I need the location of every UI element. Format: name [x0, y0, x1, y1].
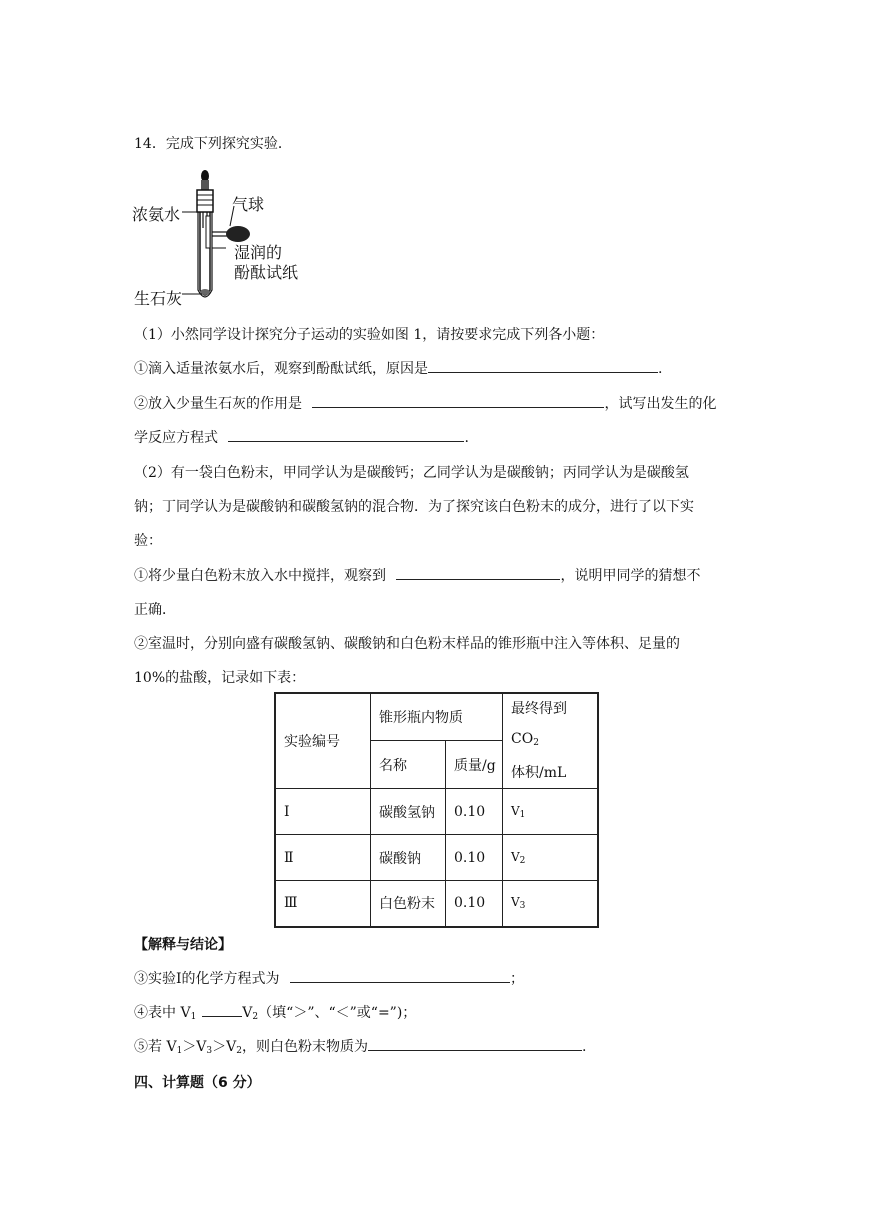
header-mass: 质量/g — [446, 741, 503, 789]
conclusion-q4-c: （填“＞”、“＜”或“=”)； — [258, 1005, 417, 1021]
cell-name: 碳酸氢钠 — [371, 789, 446, 835]
conclusion-q3 — [134, 968, 524, 988]
results-table — [274, 692, 599, 928]
answer-blank-1[interactable] — [428, 358, 658, 373]
table-row — [275, 881, 598, 927]
cell-volume — [503, 789, 599, 835]
part2-q2-line2: 10%的盐酸，记录如下表： — [134, 670, 306, 686]
part1-q2-end: . — [464, 430, 469, 446]
table-row — [275, 789, 598, 835]
conclusion-q4-sub2: 2 — [252, 1012, 259, 1022]
cell-volume-sub: 3 — [519, 901, 526, 912]
cell-id: Ⅰ — [275, 789, 371, 835]
answer-blank-4[interactable] — [396, 565, 560, 580]
conclusion-q5-s1: 1 — [176, 1046, 183, 1056]
header-result-unit: 体积/mL — [511, 765, 567, 781]
cell-volume-sub: 1 — [519, 809, 526, 820]
cell-volume-symbol: V — [511, 849, 520, 864]
conclusion-q3-end: ； — [509, 971, 524, 987]
label-lime: 生石灰 — [134, 289, 183, 308]
conclusion-q5 — [134, 1036, 586, 1056]
answer-blank-3[interactable] — [228, 427, 464, 442]
label-paper-line2: 酚酞试纸 — [234, 263, 299, 282]
conclusion-q5-end: . — [582, 1039, 587, 1055]
part2-intro-line2: 钠；丁同学认为是碳酸钠和碳酸氢钠的混合物．为了探究该白色粉末的成分，进行了以下实 — [134, 499, 694, 515]
part1-intro: （1）小然同学设计探究分子运动的实验如图 1，请按要求完成下列各小题： — [134, 327, 605, 343]
cell-mass: 0.10 — [446, 835, 503, 881]
cell-id: Ⅲ — [275, 881, 371, 927]
label-ammonia: 浓氨水 — [132, 205, 181, 224]
part2-q1-text-a: ①将少量白色粉末放入水中搅拌，观察到 — [134, 568, 386, 584]
header-result-text: 最终得到 CO — [511, 701, 567, 747]
cell-mass: 0.10 — [446, 789, 503, 835]
conclusion-q4 — [134, 1002, 416, 1022]
conclusion-q5-s3: 3 — [206, 1046, 213, 1056]
part1-q2-line2 — [134, 427, 469, 447]
cell-volume — [503, 881, 599, 927]
part1-q1-end: . — [658, 361, 663, 377]
conclusion-q4-a: ④表中 V — [134, 1005, 191, 1021]
cell-volume-symbol: V — [511, 803, 520, 818]
part2-q1 — [134, 565, 700, 585]
part1-q2 — [134, 393, 716, 413]
part1-q1 — [134, 358, 662, 378]
cell-id: Ⅱ — [275, 835, 371, 881]
cell-name: 白色粉末 — [371, 881, 446, 927]
header-result — [503, 693, 599, 789]
experiment-figure — [130, 168, 340, 308]
conclusion-q5-b: ＞V — [182, 1039, 207, 1055]
cell-name: 碳酸钠 — [371, 835, 446, 881]
cell-volume-sub: 2 — [519, 855, 526, 866]
conclusion-q4-b: V — [242, 1005, 253, 1021]
answer-blank-5[interactable] — [290, 968, 510, 983]
part2-intro-line1: （2）有一袋白色粉末，甲同学认为是碳酸钙；乙同学认为是碳酸钠；丙同学认为是碳酸氢 — [134, 465, 689, 481]
section-heading: 四、计算题（6 分） — [134, 1075, 261, 1091]
header-substance: 锥形瓶内物质 — [371, 693, 503, 741]
conclusion-q5-c: ＞V — [212, 1039, 237, 1055]
conclusion-heading: 【解释与结论】 — [134, 937, 232, 953]
answer-blank-7[interactable] — [368, 1036, 582, 1051]
table-row — [275, 835, 598, 881]
question-title: 14．完成下列探究实验． — [134, 136, 292, 152]
cell-volume-symbol: V — [511, 895, 520, 910]
part2-q2-line1: ②室温时，分别向盛有碳酸氢钠、碳酸钠和白色粉末样品的锥形瓶中注入等体积、足量的 — [134, 636, 680, 652]
label-paper-line1: 湿润的 — [234, 243, 283, 262]
part1-q1-text: ①滴入适量浓氨水后，观察到酚酞试纸，原因是 — [134, 361, 428, 377]
conclusion-q4-sub1: 1 — [190, 1012, 197, 1022]
conclusion-q3-text: ③实验Ⅰ的化学方程式为 — [134, 971, 280, 987]
label-balloon: 气球 — [232, 195, 265, 214]
header-result-sub: 2 — [533, 738, 539, 748]
conclusion-q5-d: ，则白色粉末物质为 — [242, 1039, 369, 1055]
cell-mass: 0.10 — [446, 881, 503, 927]
part2-q1-text-b: ，说明甲同学的猜想不 — [560, 568, 701, 584]
part2-q1-line2: 正确． — [134, 602, 176, 618]
conclusion-q5-a: ⑤若 V — [134, 1039, 177, 1055]
header-experiment-id: 实验编号 — [275, 693, 371, 789]
conclusion-q5-s2: 2 — [236, 1046, 243, 1056]
part1-q2-text-b: ，试写出发生的化 — [604, 396, 717, 412]
part2-intro-line3: 验： — [134, 533, 162, 549]
header-name: 名称 — [371, 741, 446, 789]
answer-blank-6[interactable] — [202, 1002, 242, 1017]
cell-volume — [503, 835, 599, 881]
answer-blank-2[interactable] — [312, 393, 604, 408]
part1-q2-line2-text: 学反应方程式 — [134, 430, 218, 446]
part1-q2-text-a: ②放入少量生石灰的作用是 — [134, 396, 302, 412]
